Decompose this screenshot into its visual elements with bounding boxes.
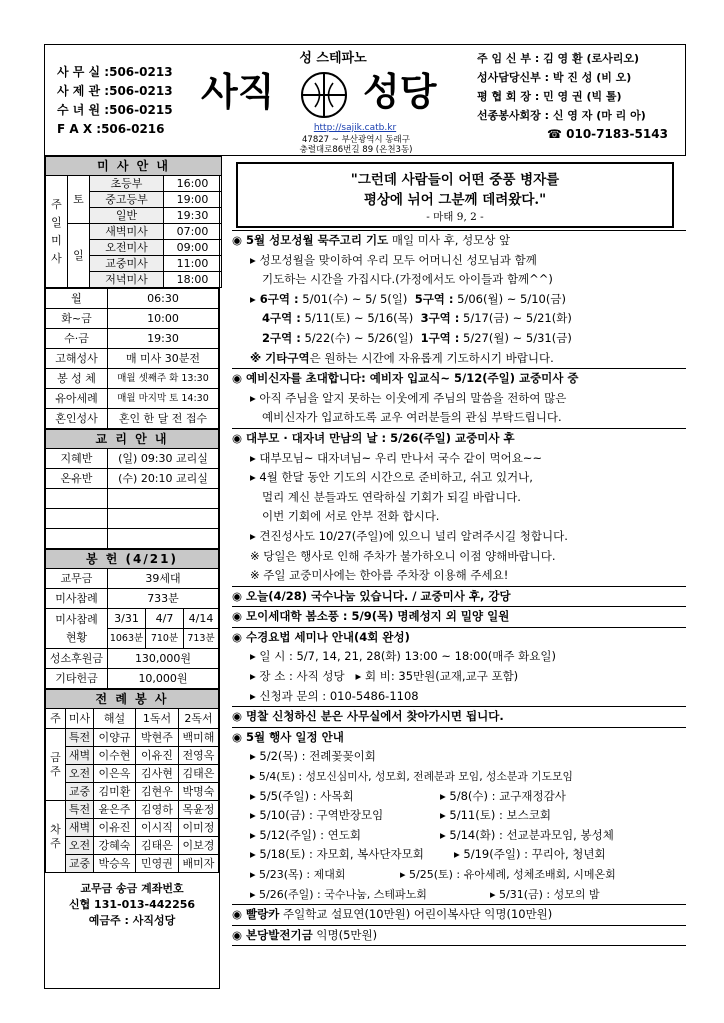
server-name: 목윤정 bbox=[179, 801, 219, 819]
schedule-row: ▸ 5/23(목) : 제대회 ▸ 5/25(토) : 유아세례, 성체조배회, 시메온회 bbox=[250, 868, 616, 881]
offering-label: 성소후원금 bbox=[46, 649, 108, 669]
attendance-count: 710분 bbox=[146, 629, 184, 649]
phone-number: ☎ 010-7183-5143 bbox=[547, 127, 668, 141]
notice-line: ▸ 성모성월을 맞이하여 우리 모두 어머니신 성모님과 함께 bbox=[250, 252, 537, 267]
contact-fax: F A X :506-0216 bbox=[57, 122, 165, 136]
mass-type: 특전 bbox=[66, 729, 94, 747]
notice-line: ▸ 아직 주님을 알지 못하는 이웃에게 주님의 말씀을 전하여 많은 bbox=[250, 390, 567, 405]
col-header: 미사 bbox=[66, 709, 94, 729]
account-number: 신협 131-013-442256 bbox=[68, 898, 196, 911]
attendance-count: 713분 bbox=[184, 629, 219, 649]
empty-cell bbox=[108, 529, 219, 549]
notice-line: 멀리 계신 분들과도 연락하실 기회가 되길 바랍니다. bbox=[262, 489, 521, 504]
offering-label: 기타헌금 bbox=[46, 669, 108, 689]
title-right: 성당 bbox=[363, 70, 437, 114]
notice-line: ▸ 견진성사도 10/27(주일)에 있으니 널리 알려주시길 청합니다. bbox=[250, 528, 568, 543]
weekday-time: 06:30 bbox=[108, 289, 219, 309]
empty-cell bbox=[46, 529, 108, 549]
class-time: (일) 09:30 교리실 bbox=[108, 449, 219, 469]
class-time: (수) 20:10 교리실 bbox=[108, 469, 219, 489]
mass-name: 새벽미사 bbox=[90, 224, 164, 240]
saturday-label: 토 bbox=[68, 176, 90, 224]
bulletin-header bbox=[44, 44, 686, 156]
personnel-funeral: 선종봉사회장 : 신 영 자 (마 리 아) bbox=[477, 109, 646, 122]
server-name: 이유진 bbox=[136, 747, 179, 765]
server-name: 이시직 bbox=[136, 819, 179, 837]
contact-convent: 수 녀 원 :506-0215 bbox=[57, 103, 173, 117]
server-name: 김사현 bbox=[136, 765, 179, 783]
mass-type: 새벽 bbox=[66, 819, 94, 837]
notice-godparents: ◉ 대부모 · 대자녀 만남의 날 : 5/26(주일) 교중미사 후 bbox=[232, 428, 686, 449]
notice-nametag: ◉ 명찰 신청하신 분은 사무실에서 찾아가시면 됩니다. bbox=[232, 706, 686, 727]
address bbox=[251, 135, 461, 155]
website-link[interactable]: http://sajik.catb.kr bbox=[313, 123, 397, 133]
attendance-date: 4/7 bbox=[146, 609, 184, 629]
server-name: 강혜숙 bbox=[94, 837, 136, 855]
sunday-mass-label: 주일미사 bbox=[46, 176, 68, 288]
notice-seminar: ◉ 수경요법 세미나 안내(4회 완성) bbox=[232, 627, 686, 648]
mass-time: 19:00 bbox=[164, 192, 222, 208]
account-holder: 예금주 : 사직성당 bbox=[88, 914, 176, 927]
notice-line: 기도하는 시간을 가집시다.(가정에서도 아이들과 함께^^) bbox=[262, 272, 553, 287]
sacrament-info: 매월 마지막 토 14:30 bbox=[108, 389, 219, 409]
server-name: 배미자 bbox=[179, 855, 219, 873]
server-name: 윤은주 bbox=[94, 801, 136, 819]
notice-catechumen: ◉ 예비신자를 초대합니다: 예비자 입교식~ 5/12(주일) 교중미사 중 bbox=[232, 368, 686, 389]
mass-type: 오전 bbox=[66, 765, 94, 783]
notice-line: ▸ 장 소 : 사직 성당 ▸ 회 비: 35만원(교재,교구 포함) bbox=[250, 669, 519, 684]
quote-line: 평상에 뉘어 그분께 데려왔다." bbox=[363, 192, 547, 208]
server-name: 김현우 bbox=[136, 783, 179, 801]
mass-type: 새벽 bbox=[66, 747, 94, 765]
zone-row: ▸ 6구역 : 5/01(수) ~ 5/ 5(일) 5구역 : 5/06(월) ~ 5/10(금) bbox=[250, 291, 566, 306]
liturgy-table bbox=[45, 689, 219, 873]
personnel-pastor: 주 임 신 부 : 김 영 환 (로사리오) bbox=[477, 52, 640, 65]
sacrament-info: 매 미사 30분전 bbox=[108, 349, 219, 369]
schedule-row: ▸ 5/18(토) : 자모회, 복사단자모회 ▸ 5/19(주일) : 꾸리아, 청년회 bbox=[250, 847, 606, 862]
quote-line: "그런데 사람들이 어떤 중풍 병자를 bbox=[350, 172, 560, 188]
mass-time: 19:30 bbox=[164, 208, 222, 224]
address-line: 충렬대로86번길 89 (온천3동) bbox=[299, 145, 413, 155]
notice-line: 이번 기회에 서로 안부 전화 합시다. bbox=[262, 509, 440, 524]
notice-line: ▸ 신청과 문의 : 010-5486-1108 bbox=[250, 688, 419, 703]
attendance-count: 1063분 bbox=[108, 629, 146, 649]
server-name: 김미환 bbox=[94, 783, 136, 801]
notice-line: ▸ 4월 한달 동안 기도의 시간으로 준비하고, 쉬고 있거나, bbox=[250, 470, 533, 485]
weekday-label: 수·금 bbox=[46, 329, 108, 349]
empty-cell bbox=[108, 489, 219, 509]
mass-time: 09:00 bbox=[164, 240, 222, 256]
address-line: 47827 ~ 부산광역시 동래구 bbox=[302, 135, 410, 145]
server-name: 김영하 bbox=[136, 801, 179, 819]
notice-palanca: ◉ 빨랑카 주일학교 설묘연(10만원) 어린이복사단 익명(10만원) bbox=[232, 904, 686, 925]
contact-rectory: 사 제 관 :506-0213 bbox=[57, 84, 173, 98]
offering-label: 미사참례 bbox=[46, 589, 108, 609]
personnel-council: 평 협 회 장 : 민 영 권 (빅 톨) bbox=[477, 90, 622, 103]
server-name: 백미해 bbox=[179, 729, 219, 747]
server-name: 이은옥 bbox=[94, 765, 136, 783]
notice-noodle: ◉ 오늘(4/28) 국수나눔 있습니다. / 교중미사 후, 강당 bbox=[232, 586, 686, 607]
offering-value: 39세대 bbox=[108, 569, 219, 589]
personnel-priest: 성사담당신부 : 박 진 성 (비 오) bbox=[477, 71, 632, 84]
mass-type: 오전 bbox=[66, 837, 94, 855]
offering-table bbox=[45, 549, 219, 689]
mass-type: 교중 bbox=[66, 855, 94, 873]
mass-time: 18:00 bbox=[164, 272, 222, 288]
sacrament-info: 혼인 한 달 전 접수 bbox=[108, 409, 219, 429]
col-header: 주 bbox=[46, 709, 66, 729]
offering-label: 교무금 bbox=[46, 569, 108, 589]
col-header: 2독서 bbox=[179, 709, 219, 729]
notices-column bbox=[232, 230, 686, 946]
notice-rosary: ◉ 5월 성모성월 묵주고리 기도 매일 미사 후, 성모상 앞 bbox=[232, 230, 686, 251]
mass-name: 초등부 bbox=[90, 176, 164, 192]
zone-row: 2구역 : 5/22(수) ~ 5/26(일) 1구역 : 5/27(월) ~ 5/31(금) bbox=[262, 330, 572, 345]
weekday-label: 월 bbox=[46, 289, 108, 309]
server-name: 박승옥 bbox=[94, 855, 136, 873]
account-info bbox=[45, 873, 219, 929]
liturgy-title: 전 례 봉 사 bbox=[46, 690, 219, 709]
contact-list bbox=[57, 63, 173, 139]
server-name: 민영권 bbox=[136, 855, 179, 873]
server-name: 박명숙 bbox=[179, 783, 219, 801]
parish-subtitle: 성 스테파노 bbox=[299, 51, 367, 66]
empty-cell bbox=[46, 489, 108, 509]
this-week-label: 금주 bbox=[46, 729, 66, 801]
mass-type: 교중 bbox=[66, 783, 94, 801]
schedule-row: ▸ 5/12(주일) : 연도회 ▸ 5/14(화) : 선교분과모임, 봉성체 bbox=[250, 827, 614, 842]
mass-time: 16:00 bbox=[164, 176, 222, 192]
attendance-label: 미사참례 현황 bbox=[46, 609, 108, 649]
empty-cell bbox=[46, 509, 108, 529]
quote-source: - 마태 9, 2 - bbox=[426, 211, 484, 223]
weekday-time: 19:30 bbox=[108, 329, 219, 349]
mass-name: 일반 bbox=[90, 208, 164, 224]
offering-value: 733분 bbox=[108, 589, 219, 609]
weekday-time: 10:00 bbox=[108, 309, 219, 329]
notice-fund: ◉ 본당발전기금 익명(5만원) bbox=[232, 925, 686, 947]
server-name: 김태은 bbox=[136, 837, 179, 855]
mass-time: 07:00 bbox=[164, 224, 222, 240]
server-name: 박현주 bbox=[136, 729, 179, 747]
server-name: 김태은 bbox=[179, 765, 219, 783]
mass-name: 저녁미사 bbox=[90, 272, 164, 288]
offering-value: 130,000원 bbox=[108, 649, 219, 669]
schedule-row: ▸ 5/26(주일) : 국수나눔, 스테파노회 ▸ 5/31(금) : 성모의 밤 bbox=[250, 887, 600, 901]
personnel-list bbox=[477, 49, 668, 144]
sacrament-label: 유아세례 bbox=[46, 389, 108, 409]
title-left: 사직 bbox=[201, 70, 275, 114]
weekday-label: 화~금 bbox=[46, 309, 108, 329]
schedule-row: ▸ 5/4(토) : 성모신심미사, 성모회, 전례분과 모임, 성소분과 기도모임 bbox=[250, 770, 573, 784]
doctrine-table bbox=[45, 429, 219, 549]
empty-cell bbox=[108, 509, 219, 529]
sunday-label: 일 bbox=[68, 224, 90, 288]
server-name: 전영옥 bbox=[179, 747, 219, 765]
mass-name: 중고등부 bbox=[90, 192, 164, 208]
notice-line: ※ 주일 교중미사에는 한아름 주차장 이용해 주세요! bbox=[250, 568, 509, 583]
mass-title: 미 사 안 내 bbox=[46, 157, 222, 176]
mass-table bbox=[45, 156, 222, 288]
notice-note: ※ 기타구역은 원하는 시간에 자유롭게 기도하시기 바랍니다. bbox=[250, 350, 554, 365]
offering-title: 봉 헌 (4/21) bbox=[46, 550, 219, 569]
mass-name: 교중미사 bbox=[90, 256, 164, 272]
weekday-table bbox=[45, 288, 219, 429]
mass-time: 11:00 bbox=[164, 256, 222, 272]
schedule-row: ▸ 5/5(주일) : 사목회 ▸ 5/8(수) : 교구재정감사 bbox=[250, 788, 566, 803]
scripture-quote bbox=[236, 162, 674, 228]
attendance-date: 4/14 bbox=[184, 609, 219, 629]
col-header: 1독서 bbox=[136, 709, 179, 729]
server-name: 이유진 bbox=[94, 819, 136, 837]
doctrine-title: 교 리 안 내 bbox=[46, 430, 219, 449]
server-name: 이보경 bbox=[179, 837, 219, 855]
offering-value: 10,000원 bbox=[108, 669, 219, 689]
col-header: 해설 bbox=[94, 709, 136, 729]
class-name: 온유반 bbox=[46, 469, 108, 489]
sacrament-label: 봉 성 체 bbox=[46, 369, 108, 389]
attendance-date: 3/31 bbox=[108, 609, 146, 629]
notice-picnic: ◉ 모이세대학 봄소풍 : 5/9(목) 명례성지 외 밀양 일원 bbox=[232, 606, 686, 627]
account-line: 교무금 송금 계좌번호 bbox=[80, 882, 184, 895]
server-name: 이양규 bbox=[94, 729, 136, 747]
parish-logo-icon bbox=[293, 69, 355, 125]
class-name: 지혜반 bbox=[46, 449, 108, 469]
sacrament-label: 고해성사 bbox=[46, 349, 108, 369]
contact-office: 사 무 실 :506-0213 bbox=[57, 65, 173, 79]
schedule-row: ▸ 5/10(금) : 구역반장모임 ▸ 5/11(토) : 보스코회 bbox=[250, 808, 551, 823]
notice-line: ▸ 대부모님~ 대자녀님~ 우리 만나서 국수 같이 먹어요~~ bbox=[250, 450, 543, 465]
sacrament-info: 매월 셋째주 화 13:30 bbox=[108, 369, 219, 389]
notice-line: ▸ 일 시 : 5/7, 14, 21, 28(화) 13:00 ~ 18:00(매주 화요일) bbox=[250, 649, 556, 664]
schedule-row: ▸ 5/2(목) : 전례꽃꽂이회 bbox=[250, 749, 376, 764]
server-name: 이수현 bbox=[94, 747, 136, 765]
notice-line: 예비신자가 입교하도록 교우 여러분들의 관심 부탁드립니다. bbox=[262, 410, 562, 425]
mass-type: 특전 bbox=[66, 801, 94, 819]
zone-row: 4구역 : 5/11(토) ~ 5/16(목) 3구역 : 5/17(금) ~ 5/21(화) bbox=[262, 311, 572, 326]
left-info-column bbox=[44, 156, 220, 989]
mass-name: 오전미사 bbox=[90, 240, 164, 256]
sacrament-label: 혼인성사 bbox=[46, 409, 108, 429]
next-week-label: 차주 bbox=[46, 801, 66, 873]
server-name: 이미정 bbox=[179, 819, 219, 837]
notice-line: ※ 당일은 행사로 인해 주차가 불가하오니 이점 양해바랍니다. bbox=[250, 548, 556, 563]
notice-schedule: ◉ 5월 행사 일정 안내 bbox=[232, 727, 686, 748]
